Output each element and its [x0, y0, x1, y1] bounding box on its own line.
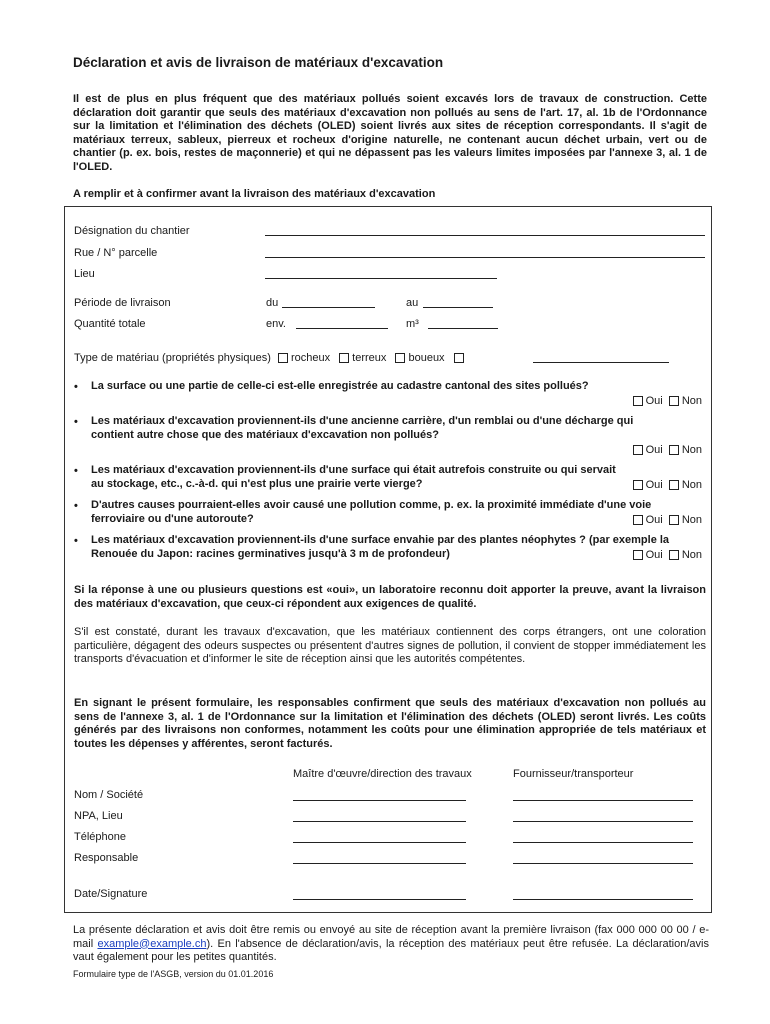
question-1 — [74, 380, 704, 410]
question-3-no-checkbox[interactable] — [669, 480, 679, 490]
period-to-label: au — [406, 297, 419, 309]
material-terreux-checkbox[interactable] — [339, 353, 349, 363]
question-5-no-label: Non — [681, 549, 702, 561]
question-2 — [74, 415, 704, 455]
period-to-field[interactable] — [423, 297, 493, 308]
material-other-checkbox[interactable] — [454, 353, 464, 363]
question-1-no-label: Non — [681, 395, 702, 407]
signature-row-label: NPA, Lieu — [74, 810, 123, 822]
question-3 — [74, 464, 704, 494]
question-3-yes-label: Oui — [645, 479, 663, 491]
material-boueux-label: boueux — [408, 352, 445, 364]
bullet-icon: • — [74, 500, 78, 512]
question-5-yes-checkbox[interactable] — [633, 550, 643, 560]
question-5-yes-label: Oui — [645, 549, 663, 561]
question-3-no-label: Non — [681, 479, 702, 491]
page-title: Déclaration et avis de livraison de matériaux d'excavation — [73, 55, 444, 70]
question-2-text: Les matériaux d'excavation proviennent-ils d'une ancienne carrière, d'un remblai ou d'une décharge qui contient autre chose que des matériaux d'excavation non pollués? — [91, 415, 634, 441]
signature-row-label: Téléphone — [74, 831, 126, 843]
place-label: Lieu — [74, 268, 95, 280]
supplier-phone-field[interactable] — [513, 832, 693, 843]
question-4-yes-checkbox[interactable] — [633, 515, 643, 525]
supplier-responsible-field[interactable] — [513, 853, 693, 864]
period-label: Période de livraison — [74, 297, 171, 309]
question-2-yes-label: Oui — [645, 444, 663, 456]
supplier-npa-field[interactable] — [513, 811, 693, 822]
question-5-text: Les matériaux d'excavation proviennent-ils d'une surface envahie par des plantes néophytes ? (par exemple la Renouée du Japon: racines germinatives jusqu'à 3 m de profondeur) — [91, 534, 670, 560]
owner-phone-field[interactable] — [293, 832, 466, 843]
footer-text-a: La présente déclaration et avis doit être remis ou envoyé au site de réception avant la première livraison (fax 000 000 00 00 / e-mail — [73, 924, 709, 950]
owner-signature-field[interactable] — [293, 889, 466, 900]
question-3-text: Les matériaux d'excavation proviennent-ils d'une surface qui était autrefois construite ou qui servait au stockage, etc., c.-à-d. qui n'est plus une prairie verte vierge? — [91, 464, 616, 490]
question-4 — [74, 499, 704, 529]
period-from-field[interactable] — [282, 297, 375, 308]
excavation-notice-paragraph: S'il est constaté, durant les travaux d'excavation, que les matériaux contiennent des corps étrangers, ont une coloration particulière, dégagent des odeurs suspectes ou présentent d'autres signes de pollution, il convient de stopper immédiatement les transports d'évacuation et d'informer le site de réception ainsi que les autorités compétentes. — [74, 626, 706, 665]
owner-name-field[interactable] — [293, 790, 466, 801]
material-rocheux-checkbox[interactable] — [278, 353, 288, 363]
signature-row-label: Date/Signature — [74, 888, 148, 900]
material-terreux-label: terreux — [352, 352, 387, 364]
bullet-icon: • — [74, 535, 78, 547]
place-field[interactable] — [265, 268, 497, 279]
quantity-field[interactable] — [296, 318, 388, 329]
signature-col-supplier: Fournisseur/transporteur — [513, 768, 634, 780]
form-version: Formulaire type de l'ASGB, version du 01.01.2016 — [73, 969, 274, 979]
quantity-label: Quantité totale — [74, 318, 146, 330]
question-4-text: D'autres causes pourraient-elles avoir causé une pollution comme, p. ex. la proximité immédiate d'une voie ferroviaire ou d'une autoroute? — [91, 499, 652, 525]
quantity-env-label: env. — [266, 318, 286, 330]
owner-npa-field[interactable] — [293, 811, 466, 822]
signature-col-owner: Maître d'œuvre/direction des travaux — [293, 768, 472, 780]
bullet-icon: • — [74, 465, 78, 477]
question-1-yes-label: Oui — [645, 395, 663, 407]
question-1-yes-checkbox[interactable] — [633, 396, 643, 406]
material-row — [74, 351, 467, 365]
quantity-unit-label: m³ — [406, 318, 419, 330]
question-5-no-checkbox[interactable] — [669, 550, 679, 560]
question-2-no-label: Non — [681, 444, 702, 456]
site-label: Désignation du chantier — [74, 225, 190, 237]
intro-paragraph: Il est de plus en plus fréquent que des matériaux pollués soient excavés lors de travaux de construction. Cette déclaration doit garantir que seuls des matériaux d'excavation non pollués au sens de l'art. 17, al. 1b de l'Ordonnance sur la limitation et l'élimination des déchets (OLED) soient livrés aux sites de réception correspondants. Il s'agit de matériaux terreux, sableux, pierreux et rocheux d'origine naturelle, ne contenant aucun déchet urbain, vert ou de chantier (p. ex. bois, restes de maçonnerie) et qui ne dépassent pas les valeurs limites imposées par l'annexe 3, al. 1 de l'OLED. — [73, 93, 707, 173]
owner-responsible-field[interactable] — [293, 853, 466, 864]
question-4-no-label: Non — [681, 514, 702, 526]
question-4-no-checkbox[interactable] — [669, 515, 679, 525]
supplier-name-field[interactable] — [513, 790, 693, 801]
footer-paragraph — [73, 924, 709, 965]
question-5 — [74, 534, 704, 564]
lab-proof-paragraph: Si la réponse à une ou plusieurs questions est «oui», un laboratoire reconnu doit apporter la preuve, avant la livraison des matériaux d'excavation, que ceux-ci répondent aux exigences de qualité. — [74, 584, 706, 610]
signature-row-label: Responsable — [74, 852, 139, 864]
material-boueux-checkbox[interactable] — [395, 353, 405, 363]
material-label: Type de matériau (propriétés physiques) — [74, 352, 271, 364]
question-2-yes-checkbox[interactable] — [633, 445, 643, 455]
question-2-no-checkbox[interactable] — [669, 445, 679, 455]
signature-row-label: Nom / Société — [74, 789, 144, 801]
street-field[interactable] — [265, 247, 705, 258]
question-1-no-checkbox[interactable] — [669, 396, 679, 406]
quantity-unit-field[interactable] — [428, 318, 498, 329]
question-3-yes-checkbox[interactable] — [633, 480, 643, 490]
street-label: Rue / N° parcelle — [74, 247, 158, 259]
material-rocheux-label: rocheux — [290, 352, 331, 364]
form-subtitle: A remplir et à confirmer avant la livraison des matériaux d'excavation — [73, 188, 436, 200]
bullet-icon: • — [74, 416, 78, 428]
bullet-icon: • — [74, 381, 78, 393]
question-4-yes-label: Oui — [645, 514, 663, 526]
supplier-signature-field[interactable] — [513, 889, 693, 900]
period-from-label: du — [266, 297, 279, 309]
footer-email-link[interactable]: example@example.ch — [97, 937, 207, 950]
footer-text-b: ). En l'absence de déclaration/avis, la réception des matériaux peut être refusée. La déclaration/avis vaut également pour les petites quantités. — [73, 937, 709, 963]
material-other-field[interactable] — [533, 352, 669, 363]
signing-paragraph: En signant le présent formulaire, les responsables confirment que seuls des matériaux d'excavation non pollués au sens de l'annexe 3, al. 1 de l'Ordonnance sur la limitation et l'élimination des déchets (OLED) seront livrés. Les coûts générés par des livraisons non conformes, notamment les coûts pour une élimination appropriée de tels matériaux et toutes les dépenses y afférentes, seront facturés. — [74, 697, 706, 750]
question-1-text: La surface ou une partie de celle-ci est-elle enregistrée au cadastre cantonal des sites pollués? — [91, 380, 589, 392]
site-field[interactable] — [265, 225, 705, 236]
